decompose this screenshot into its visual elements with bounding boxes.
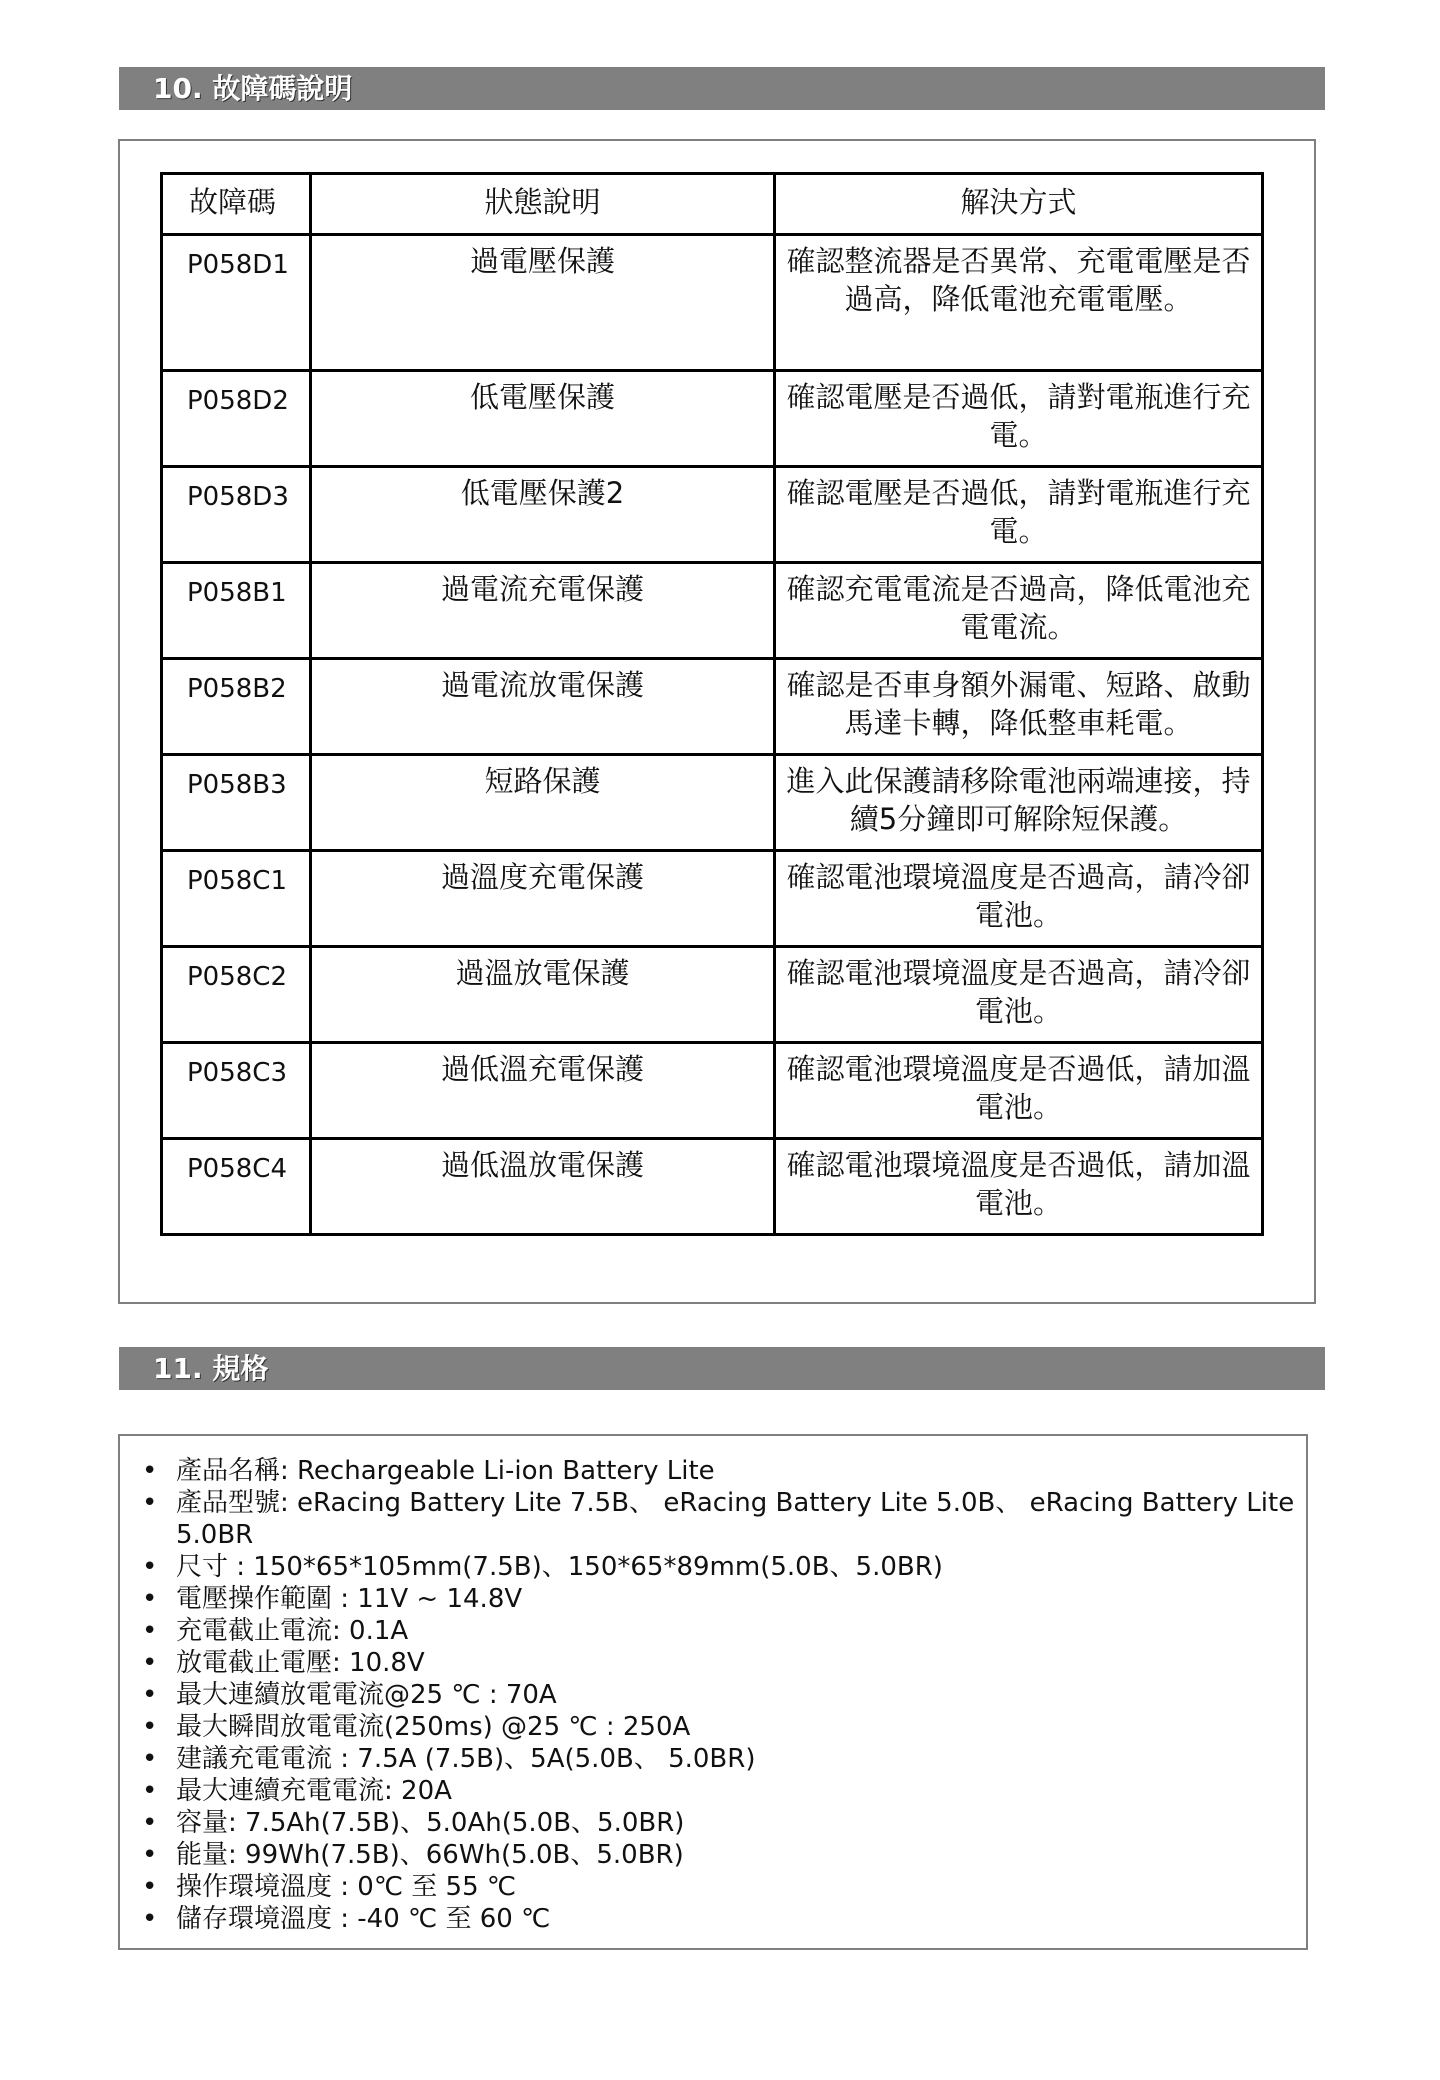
solution-cell: 確認電壓是否過低，請對電瓶進行充電。 xyxy=(775,371,1263,467)
list-item: • 產品名稱: Rechargeable Li-ion Battery Lite xyxy=(138,1455,1298,1487)
solution-cell: 確認電池環境溫度是否過低，請加溫電池。 xyxy=(775,1139,1263,1235)
status-cell: 過溫度充電保護 xyxy=(311,851,775,947)
fault-code-cell: P058C2 xyxy=(162,947,311,1043)
solution-cell: 確認是否車身額外漏電、短路、啟動馬達卡轉，降低整車耗電。 xyxy=(775,659,1263,755)
fault-code-cell: P058B1 xyxy=(162,563,311,659)
fault-code-cell: P058B3 xyxy=(162,755,311,851)
list-item: • 儲存環境溫度 : -40 ℃ 至 60 ℃ xyxy=(138,1903,1298,1935)
solution-cell: 確認電壓是否過低，請對電瓶進行充電。 xyxy=(775,467,1263,563)
status-cell: 低電壓保護2 xyxy=(311,467,775,563)
solution-cell: 確認電池環境溫度是否過高，請冷卻電池。 xyxy=(775,851,1263,947)
fault-code-table xyxy=(160,172,1264,1236)
fault-code-cell: P058D3 xyxy=(162,467,311,563)
fault-code-cell: P058C4 xyxy=(162,1139,311,1235)
status-cell: 過溫放電保護 xyxy=(311,947,775,1043)
table-row xyxy=(162,659,1263,755)
solution-cell: 進入此保護請移除電池兩端連接，持續5分鐘即可解除短保護。 xyxy=(775,755,1263,851)
list-item: • 最大瞬間放電電流(250ms) @25 ℃ : 250A xyxy=(138,1711,1298,1743)
status-cell: 短路保護 xyxy=(311,755,775,851)
status-cell: 過低溫充電保護 xyxy=(311,1043,775,1139)
table-row xyxy=(162,947,1263,1043)
list-item: • 充電截止電流: 0.1A xyxy=(138,1615,1298,1647)
list-item: • 容量: 7.5Ah(7.5B)、5.0Ah(5.0B、5.0BR) xyxy=(138,1807,1298,1839)
section-10-header: 10. 故障碼說明 xyxy=(119,67,1325,110)
header-fault-code: 故障碼 xyxy=(162,174,311,235)
list-item: • 電壓操作範圍 : 11V ~ 14.8V xyxy=(138,1583,1298,1615)
status-cell: 過低溫放電保護 xyxy=(311,1139,775,1235)
fault-code-cell: P058C3 xyxy=(162,1043,311,1139)
table-row xyxy=(162,1043,1263,1139)
status-cell: 過電流充電保護 xyxy=(311,563,775,659)
table-row xyxy=(162,1139,1263,1235)
list-item: • 產品型號: eRacing Battery Lite 7.5B、 eRacing Battery Lite 5.0B、 eRacing Battery Lite 5.0BR xyxy=(138,1487,1298,1551)
table-row xyxy=(162,851,1263,947)
table-header-row xyxy=(162,174,1263,235)
fault-code-cell: P058D2 xyxy=(162,371,311,467)
list-item: • 尺寸 : 150*65*105mm(7.5B)、150*65*89mm(5.0B、5.0BR) xyxy=(138,1551,1298,1583)
solution-cell: 確認整流器是否異常、充電電壓是否過高，降低電池充電電壓。 xyxy=(775,235,1263,371)
list-item: • 操作環境溫度 : 0℃ 至 55 ℃ xyxy=(138,1871,1298,1903)
fault-code-cell: P058D1 xyxy=(162,235,311,371)
table-row xyxy=(162,563,1263,659)
list-item: • 最大連續充電電流: 20A xyxy=(138,1775,1298,1807)
list-item: • 建議充電電流 : 7.5A (7.5B)、5A(5.0B、 5.0BR) xyxy=(138,1743,1298,1775)
header-status: 狀態說明 xyxy=(311,174,775,235)
fault-code-cell: P058B2 xyxy=(162,659,311,755)
status-cell: 低電壓保護 xyxy=(311,371,775,467)
table-row xyxy=(162,371,1263,467)
solution-cell: 確認電池環境溫度是否過高，請冷卻電池。 xyxy=(775,947,1263,1043)
spec-list xyxy=(138,1455,1298,1935)
section-11-header: 11. 規格 xyxy=(119,1347,1325,1390)
solution-cell: 確認電池環境溫度是否過低，請加溫電池。 xyxy=(775,1043,1263,1139)
list-item: • 放電截止電壓: 10.8V xyxy=(138,1647,1298,1679)
solution-cell: 確認充電電流是否過高，降低電池充電電流。 xyxy=(775,563,1263,659)
fault-code-cell: P058C1 xyxy=(162,851,311,947)
table-row xyxy=(162,467,1263,563)
status-cell: 過電流放電保護 xyxy=(311,659,775,755)
list-item: • 最大連續放電電流@25 ℃ : 70A xyxy=(138,1679,1298,1711)
header-solution: 解決方式 xyxy=(775,174,1263,235)
status-cell: 過電壓保護 xyxy=(311,235,775,371)
list-item: • 能量: 99Wh(7.5B)、66Wh(5.0B、5.0BR) xyxy=(138,1839,1298,1871)
table-row xyxy=(162,235,1263,371)
table-row xyxy=(162,755,1263,851)
